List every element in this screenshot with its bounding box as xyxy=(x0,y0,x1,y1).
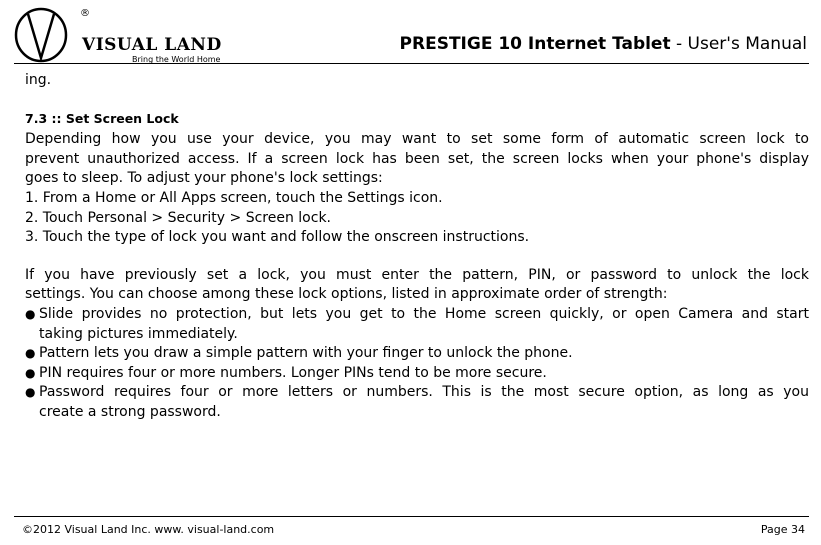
continuation-text: ing. xyxy=(25,72,52,88)
registered-mark: ® xyxy=(80,8,90,19)
list-item: ● Pattern lets you draw a simple pattern with your finger to unlock the phone. xyxy=(25,344,809,364)
options-line: settings. You can choose among these lock options, listed in approximate order of strength: xyxy=(25,286,668,303)
step-item: 3. Touch the type of lock you want and follow the onscreen instructions. xyxy=(25,229,530,246)
header-divider xyxy=(14,63,809,64)
document-title xyxy=(400,34,807,54)
list-item: ● Password requires four or more letters or numbers. This is the most secure option, as long as you xyxy=(25,383,809,403)
manual-label: - User's Manual xyxy=(670,34,807,54)
list-item: ● Slide provides no protection, but lets you get to the Home screen quickly, or open Camera and start xyxy=(25,305,809,325)
intro-line: prevent unauthorized access. If a screen lock has been set, the screen locks when your phone's display xyxy=(25,150,809,167)
list-item: ● PIN requires four or more numbers. Longer PINs tend to be more secure. xyxy=(25,364,809,384)
brand-tagline: Bring the World Home xyxy=(132,55,221,64)
footer-divider xyxy=(14,516,809,517)
list-item-continuation: taking pictures immediately. xyxy=(39,325,238,342)
page-content xyxy=(25,71,809,423)
intro-line: Depending how you use your device, you may want to set some form of automatic screen lock to xyxy=(25,131,809,148)
product-name: PRESTIGE 10 Internet Tablet xyxy=(399,34,671,54)
step-item: 1. From a Home or All Apps screen, touch the Settings icon. xyxy=(25,189,443,206)
intro-line: goes to sleep. To adjust your phone's lock settings: xyxy=(25,170,383,187)
section-heading: 7.3 :: Set Screen Lock xyxy=(25,110,179,126)
step-item: 2. Touch Personal > Security > Screen lock. xyxy=(25,209,331,226)
footer-copyright: ©2012 Visual Land Inc. www. visual-land.com xyxy=(22,523,275,536)
lock-options-list xyxy=(25,305,809,423)
page-number: Page 34 xyxy=(760,523,805,536)
v-emblem-icon xyxy=(14,6,76,64)
visual-land-logo xyxy=(14,6,222,64)
list-item-continuation: create a strong password. xyxy=(39,403,221,420)
options-line: If you have previously set a lock, you must enter the pattern, PIN, or password to unlock the lock xyxy=(25,266,809,283)
steps-list xyxy=(25,189,809,248)
brand-name: VISUAL LAND xyxy=(82,35,222,55)
